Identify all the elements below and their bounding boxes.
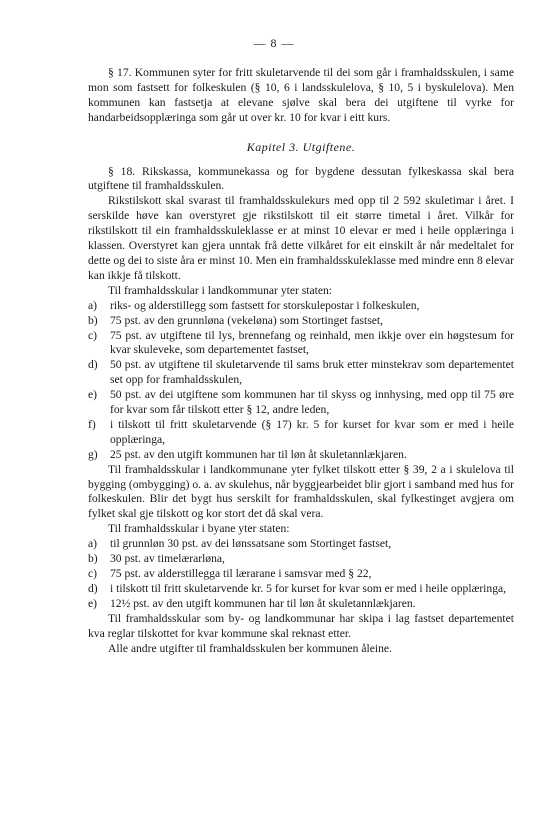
list-marker: a) <box>88 537 98 551</box>
reglar-paragraph: Til framhaldsskular som by- og landkommunar har skipa i lag fastset departementet kva reglar tilskottet for kvar kommune skal reknast etter. <box>88 611 514 640</box>
chapter-heading: Kapitel 3. Utgiftene. <box>246 139 356 154</box>
list-item <box>88 582 514 597</box>
list-marker: d) <box>88 581 98 595</box>
list-item-text: 50 pst. av dei utgiftene som kommunen har til skyss og innhysing, med opp til 75 øre for kvar som får tilskott etter § 12, andre leden, <box>110 388 514 417</box>
list-item-text: 25 pst. av den utgift kommunen har til løn åt skuletannlækjaren. <box>110 447 407 461</box>
list-item <box>88 552 514 567</box>
list-item <box>88 418 514 448</box>
list-marker: b) <box>88 552 98 566</box>
list-item-text: 50 pst. av utgiftene til skuletarvende til sams bruk etter minstekrav som departementet set opp for framhaldsskulen, <box>110 358 514 387</box>
list-item <box>88 597 514 612</box>
list-marker: a) <box>88 298 98 312</box>
list-item-text: i tilskott til fritt skuletarvende kr. 5 for kurset for kvar som er med i heile opplæringa, <box>110 581 507 595</box>
landkommunar-intro: Til framhaldsskular i landkommunar yter staten: <box>108 283 333 297</box>
list-marker: f) <box>88 417 96 431</box>
list-item <box>88 567 514 582</box>
alle-paragraph: Alle andre utgifter til framhaldsskulen ber kommunen åleine. <box>108 641 392 655</box>
list-marker: g) <box>88 447 98 461</box>
page-content <box>88 66 514 656</box>
bygging-paragraph: Til framhaldsskular i landkommunane yter fylket tilskott etter § 39, 2 a i skulelova til bygging (ombygging) o. a. av skulehus, når byggjearbeidet blir gjort i samband med hus for folkeskulen. Blir det bygt hus serskilt for framhaldsskulen, skal fylkestinget avgjera om fylket skal gje tilskott og kor stort det då skal vera. <box>88 462 514 521</box>
section-18-paragraph: § 18. Rikskassa, kommunekassa og for bygdene dessutan fylkeskassa skal bera utgiftene til framhaldsskulen. <box>88 164 514 193</box>
page-number: — 8 — <box>253 36 295 50</box>
list-item-text: i tilskott til fritt skuletarvende (§ 17) kr. 5 for kurset for kvar som er med i heile opplæringa, <box>110 417 514 446</box>
landkommunar-list <box>88 299 514 463</box>
list-item <box>88 388 514 418</box>
list-item-text: 75 pst. av alderstillegga til lærarane i samsvar med § 22, <box>110 567 372 580</box>
list-item-text: riks- og alderstillegg som fastsett for storskulepostar i folkeskulen, <box>110 298 420 312</box>
list-item-text: 12½ pst. av den utgift kommunen har til løn åt skuletannlækjaren. <box>110 596 416 610</box>
list-marker: c) <box>88 328 98 342</box>
list-item <box>88 299 514 314</box>
rikstilskott-paragraph: Rikstilskott skal svarast til framhaldsskulekurs med opp til 2 592 skuletimar i året. I serskilde høve kan overstyret gje rikstilskott til eit større timetal i året. Vilkår for rikstilskott til ein framhaldsskuleklasse er at minst 10 elevar er med i heile opplæringa i klassen. Overstyret kan gjera unntak frå dette vilkåret for eit einskilt år når medeltalet for dette og dei to siste åra er minst 10. Men ein framhaldsskuleklasse med mindre enn 8 elevar kan ikkje få tilskott. <box>88 194 514 282</box>
byane-intro: Til framhaldsskular i byane yter staten: <box>108 522 290 536</box>
byane-list <box>88 537 514 612</box>
list-item <box>88 537 514 552</box>
list-marker: d) <box>88 358 98 372</box>
list-item <box>88 448 514 463</box>
list-item <box>88 329 514 359</box>
list-marker: b) <box>88 313 98 327</box>
list-marker: e) <box>88 596 98 610</box>
list-marker: e) <box>88 388 98 402</box>
section-17-paragraph: § 17. Kommunen syter for fritt skuletarvende til dei som går i framhaldsskulen, i same mon som fastsett for folkeskulen (§ 10, 6 i landsskulelova, § 10, 5 i byskulelova). Men kommunen kan fastsetja at elevane sjølve skal bera dei utgiftene til vyrke for handarbeidsopplæringa som går ut over kr. 10 for kvar i eitt kurs. <box>88 66 514 124</box>
list-marker: c) <box>88 567 98 580</box>
list-item <box>88 358 514 388</box>
list-item-text: 75 pst. av den grunnløna (vekeløna) som Stortinget fastset, <box>110 313 384 327</box>
list-item-text: til grunnløn 30 pst. av dei lønssatsane som Stortinget fastset, <box>110 537 392 551</box>
list-item-text: 30 pst. av timelærarløna, <box>110 552 225 566</box>
list-item <box>88 314 514 329</box>
list-item-text: 75 pst. av utgiftene til lys, brennefang og reinhald, men ikkje over ein høgstesum for kvar skuleveke, som departementet fastset, <box>110 328 514 357</box>
